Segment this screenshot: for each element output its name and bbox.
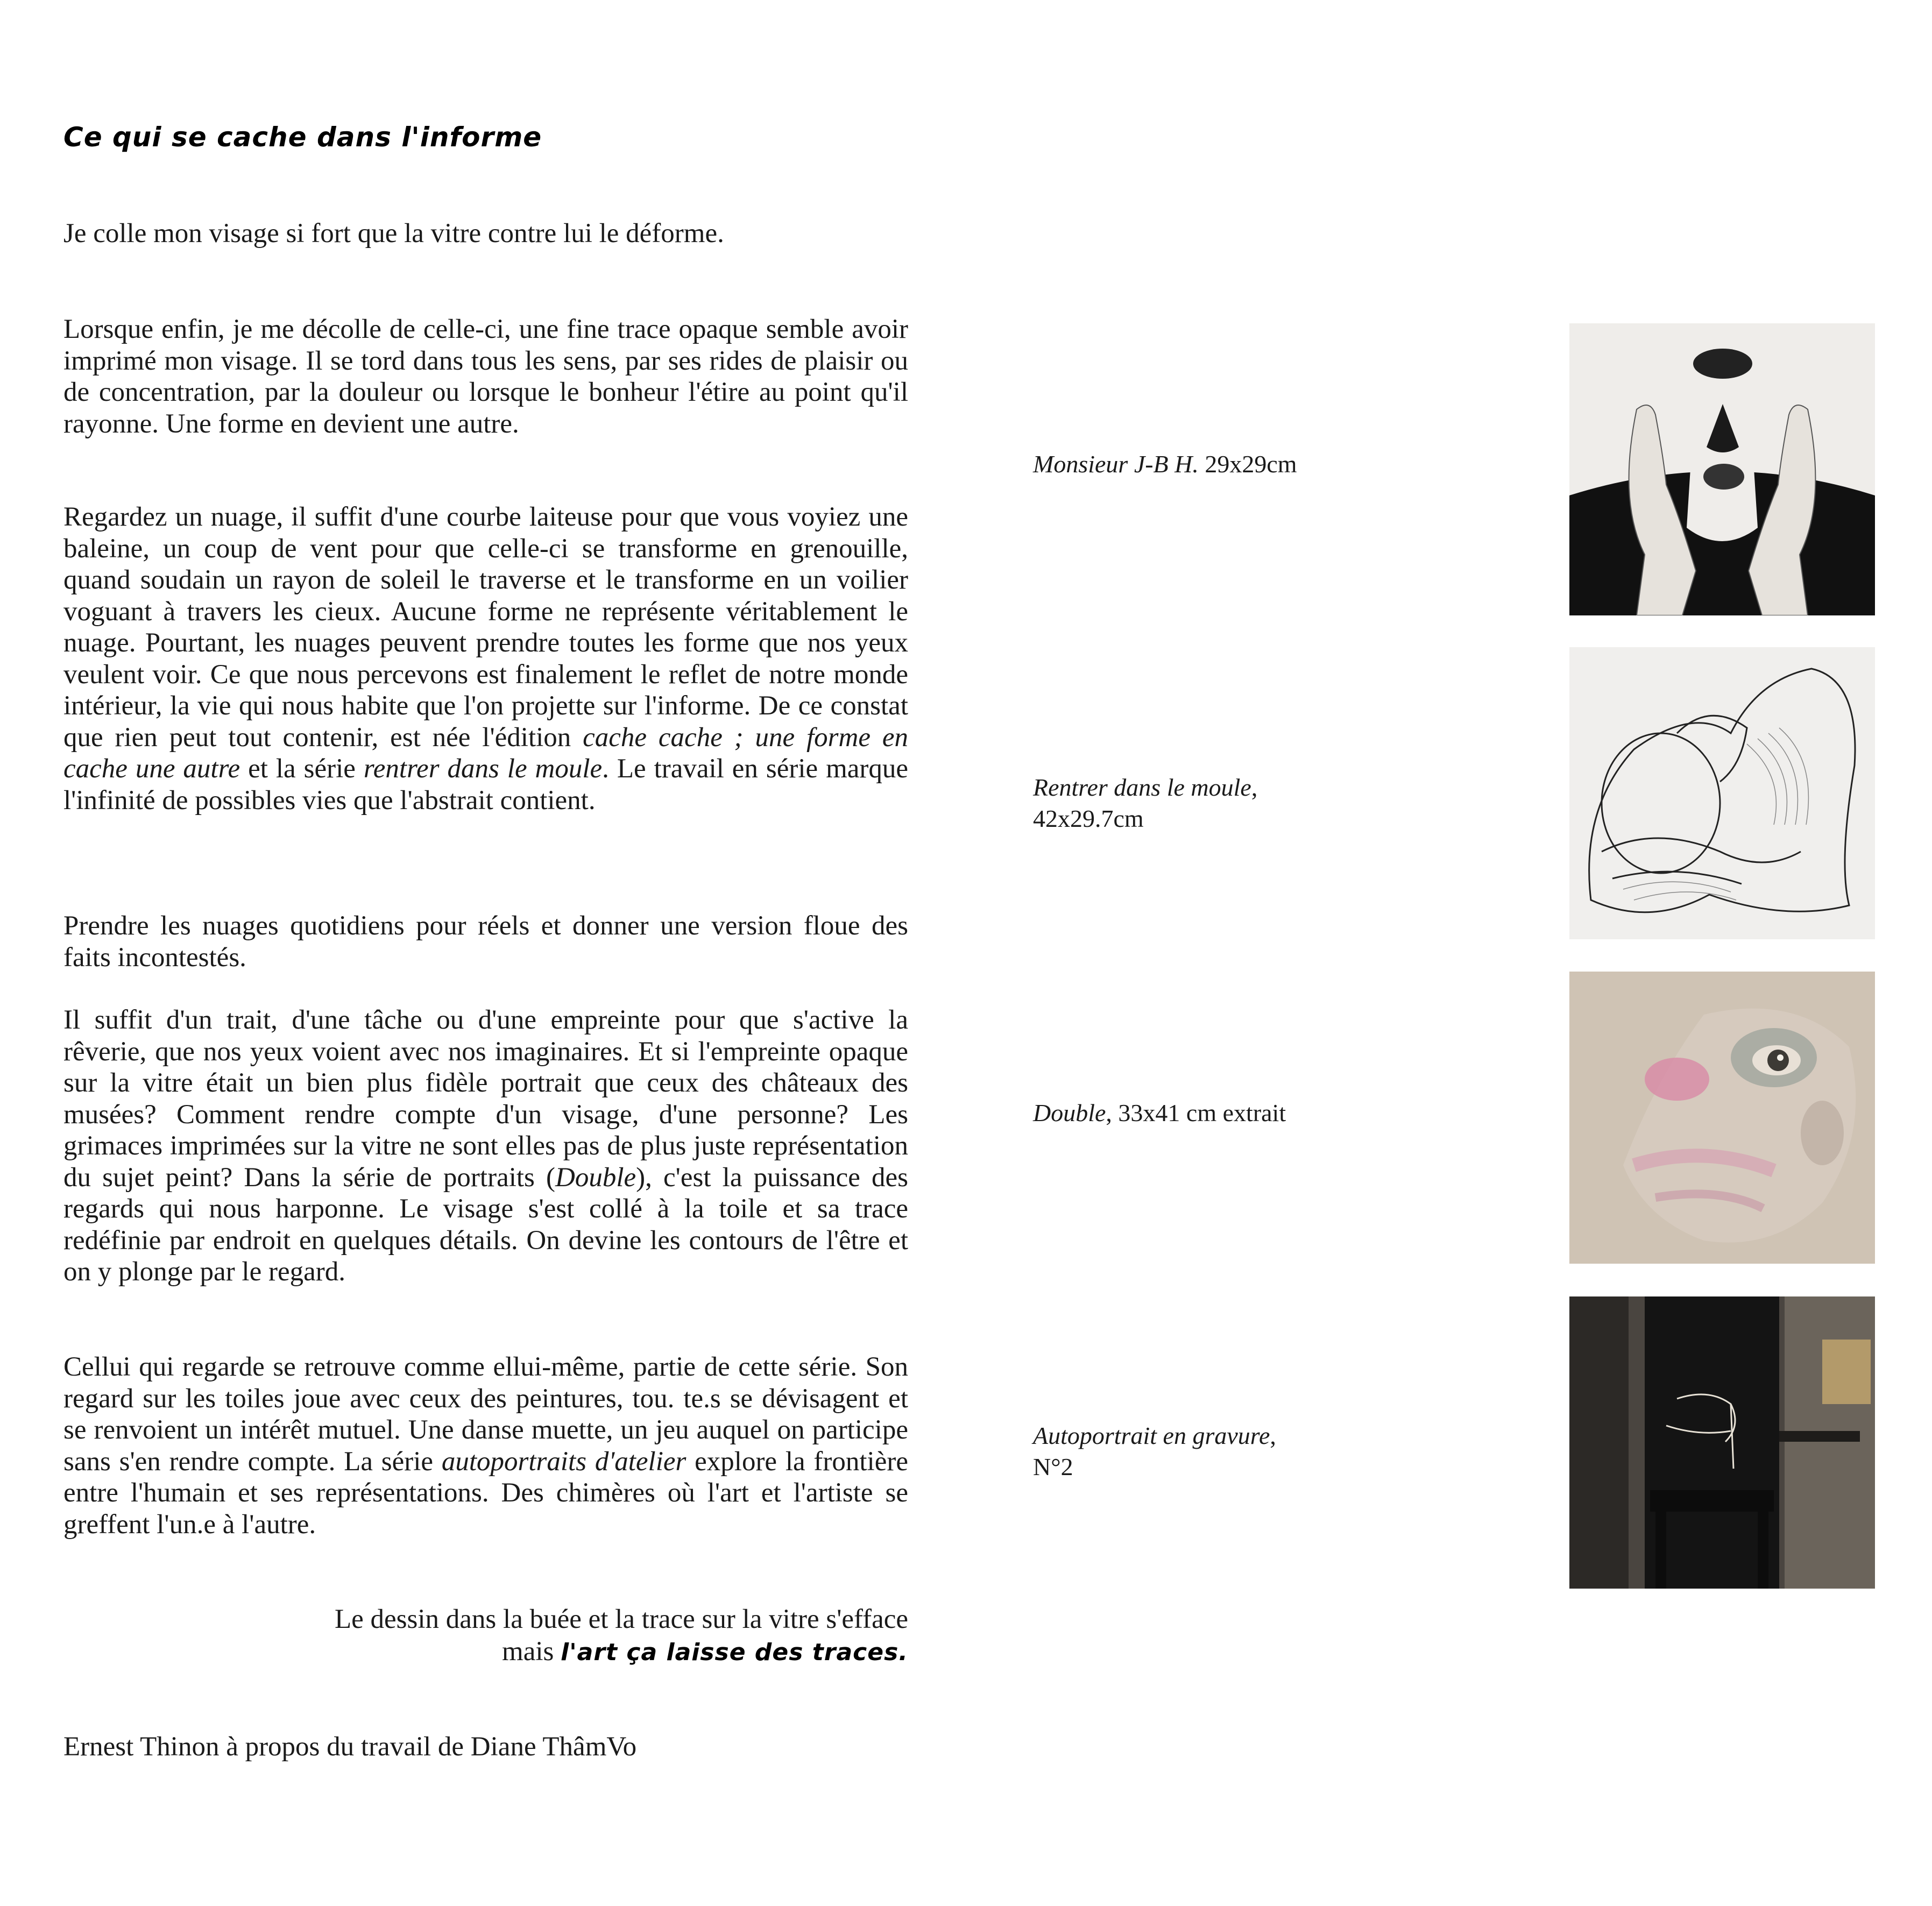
paragraph-text: et la série	[240, 754, 364, 784]
artwork-dimensions: 29x29cm	[1198, 450, 1297, 478]
closing-emphasis: l'art ça laisse des traces.	[561, 1639, 908, 1666]
closing-prefix: mais	[502, 1636, 561, 1667]
artwork-painted-face-icon	[1569, 972, 1875, 1264]
closing-line: Le dessin dans la buée et la trace sur la vitre s'efface	[335, 1604, 908, 1634]
paragraph-text: . Le travail en série marque l'infinité de possibles vies que l'abstrait contient.	[63, 754, 908, 816]
artwork-punctuation: ,	[1251, 774, 1258, 801]
paragraph-text: Cellui qui regarde se retrouve comme ellui-même, partie de cette série. Son regard sur les toiles joue avec ceux des peintures, tou. te.s se dévisagent et se renvoient un intérêt mutuel. Une danse muette, un jeu auquel on participe sans s'en rendre compte. La série	[63, 1352, 908, 1477]
author-signature: Ernest Thinon à propos du travail de Diane ThâmVo	[63, 1732, 637, 1762]
closing-line	[63, 1635, 908, 1669]
artwork-caption	[1033, 449, 1297, 480]
page-title: Ce qui se cache dans l'informe	[63, 122, 542, 153]
artwork-dimensions: , 33x41 cm extrait	[1106, 1099, 1286, 1126]
paragraph-text: Regardez un nuage, il suffit d'une courbe laiteuse pour que vous voyiez une baleine, un coup de vent pour que celle-ci se transforme en grenouille, quand soudain un rayon de soleil le traverse et le transforme en un voilier voguant à travers les cieux. Aucune forme ne représente véritablement le nuage. Pourtant, les nuages peuvent prendre toutes les forme que nos yeux veulent voir. Ce que nous percevons est finalement le reflet de notre monde intérieur, la vie qui nous habite que l'on projette sur l'informe. De ce constat que rien peut tout contenir, est née l'édition	[63, 502, 908, 753]
artwork-studio-engraving-icon	[1569, 1296, 1875, 1589]
paragraph-text: Il suffit d'un trait, d'une tâche ou d'une empreinte pour que s'active la rêverie, que nos yeux voient avec nos imaginaires. Et si l'empreinte opaque sur la vitre était un bien plus fidèle portrait que ceux des châteaux des musées? Comment rendre compte d'un visage, d'une personne? Les grimaces imprimées sur la vitre ne sont elles pas de plus juste représentation du sujet peint? Dans la série de portraits (	[63, 1005, 908, 1193]
series-title: Double	[555, 1162, 636, 1193]
artwork-hands-face-icon	[1569, 323, 1875, 615]
artwork-caption	[1033, 772, 1257, 834]
paragraph-viewer	[63, 1351, 908, 1540]
paragraph-imprint: Lorsque enfin, je me décolle de celle-ci, une fine trace opaque semble avoir imprimé mon visage. Il se tord dans tous les sens, par ses rides de plaisir ou de concentration, par la douleur ou lorsque le bonheur l'étire au point qu'il rayonne. Une forme en devient une autre.	[63, 314, 908, 439]
artwork-image-monsieur	[1569, 323, 1875, 615]
artwork-title: Double	[1033, 1099, 1106, 1126]
artwork-dimensions: 42x29.7cm	[1033, 805, 1144, 832]
artwork-curled-figure-icon	[1569, 647, 1875, 939]
artwork-title: Monsieur J-B H.	[1033, 450, 1199, 478]
artwork-title: Autoportrait en gravure	[1033, 1422, 1270, 1449]
artwork-caption	[1033, 1420, 1276, 1483]
paragraph-text: explore la frontière entre l'humain et ses représentations. Des chimères où l'art et l'artiste se greffent l'un.e à l'autre.	[63, 1446, 908, 1540]
artwork-image-autoportrait	[1569, 1296, 1875, 1589]
artwork-image-moule	[1569, 647, 1875, 939]
series-title: rentrer dans le moule	[363, 754, 603, 784]
edition-title: cache cache ; une forme en cache une autre	[63, 722, 908, 784]
paragraph-trace	[63, 1004, 908, 1288]
artwork-image-double	[1569, 972, 1875, 1264]
artwork-number: N°2	[1033, 1453, 1073, 1480]
series-title: autoportraits d'atelier	[441, 1446, 687, 1477]
paragraph-clouds	[63, 501, 908, 816]
artwork-punctuation: ,	[1270, 1422, 1276, 1449]
paragraph-daily-clouds: Prendre les nuages quotidiens pour réels et donner une version floue des faits incontestés.	[63, 911, 908, 973]
artwork-caption	[1033, 1097, 1286, 1129]
artwork-title: Rentrer dans le moule	[1033, 774, 1251, 801]
closing-quote	[63, 1603, 908, 1669]
paragraph-text: ), c'est la puissance des regards qui nous harponne. Le visage s'est collé à la toile et sa trace redéfinie par endroit en quelques détails. On devine les contours de l'être et on y plonge par le regard.	[63, 1162, 909, 1287]
intro-paragraph: Je colle mon visage si fort que la vitre contre lui le déforme.	[63, 218, 724, 249]
